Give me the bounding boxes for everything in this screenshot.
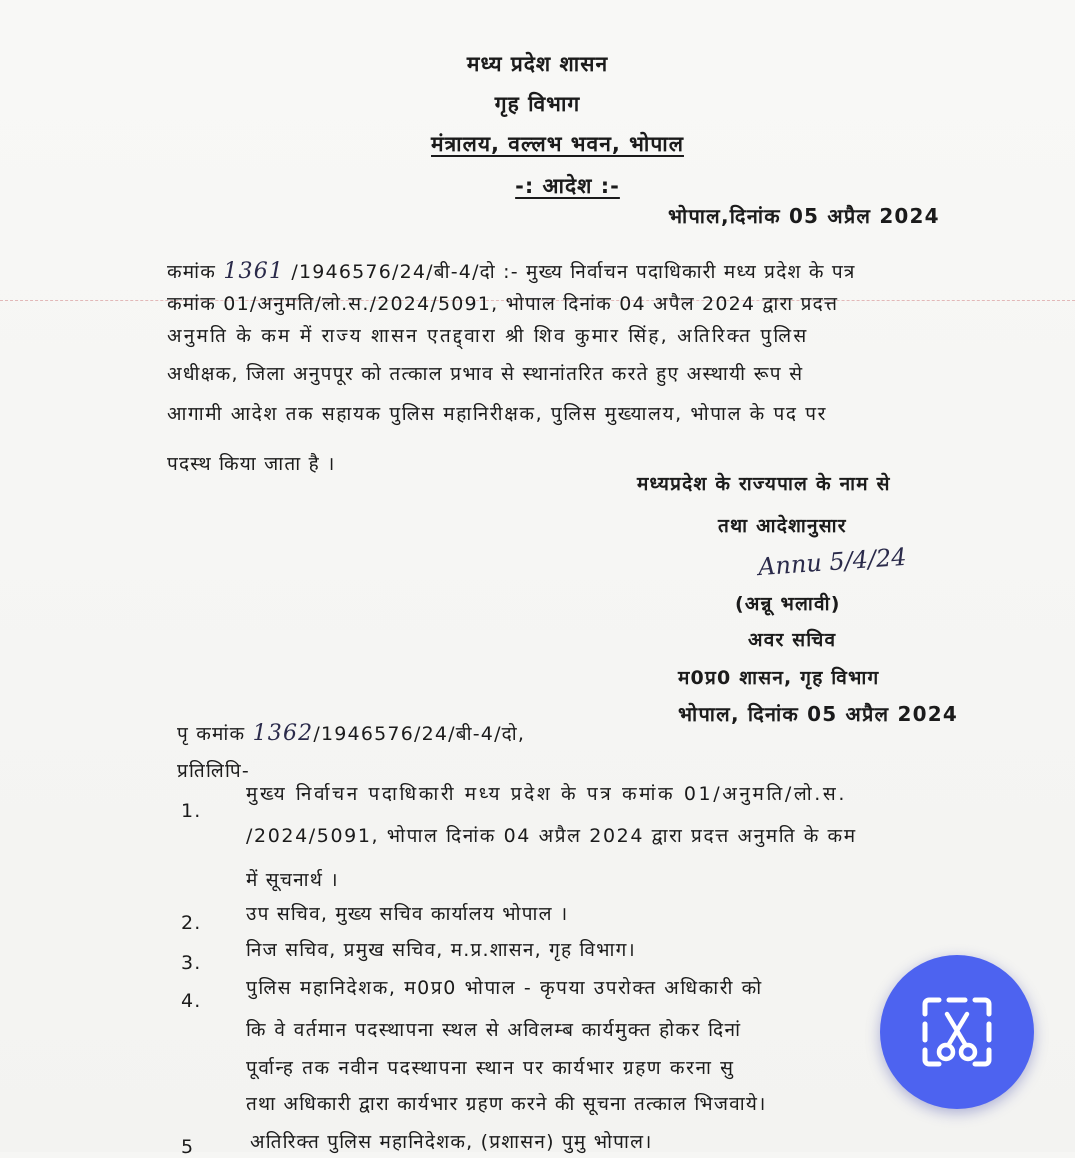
- copy-reference: पृ कमांक 1362/1946576/24/बी-4/दो,: [177, 721, 526, 746]
- copy-item-3-line-1: निज सचिव, प्रमुख सचिव, म.प्र.शासन, गृह विभाग।: [246, 939, 636, 961]
- copy-item-1-number: 1.: [181, 800, 202, 822]
- signatory-department: म0प्र0 शासन, गृह विभाग: [678, 667, 880, 689]
- order-line-3: अनुमति के कम में राज्य शासन एतद्द्वारा श्री शिव कुमार सिंह, अतिरिक्त पुलिस: [167, 325, 809, 347]
- handwritten-copy-number: 1362: [252, 721, 314, 746]
- handwritten-order-number: 1361: [223, 259, 285, 284]
- copy-item-5-line-1: अतिरिक्त पुलिस महानिदेशक, (प्रशासन) पुमु भोपाल।: [250, 1131, 653, 1153]
- copy-label: प्रतिलिपि-: [177, 760, 250, 782]
- copy-item-4-line-1: पुलिस महानिदेशक, म0प्र0 भोपाल - कृपया उपरोक्त अधिकारी को: [246, 977, 763, 999]
- copy-item-1-line-3: में सूचनार्थ ।: [246, 869, 339, 891]
- header-address: मंत्रालय, वल्लभ भवन, भोपाल: [431, 132, 684, 156]
- copy-item-5-number: 5: [181, 1136, 195, 1158]
- order-line-6: पदस्थ किया जाता है ।: [167, 453, 336, 475]
- order-date: भोपाल,दिनांक 05 अप्रैल 2024: [668, 204, 940, 228]
- copy-item-4-line-4: तथा अधिकारी द्वारा कार्यभार ग्रहण करने की सूचना तत्काल भिजवाये।: [246, 1093, 767, 1115]
- handwritten-signature: Annu 5/4/24: [757, 542, 908, 582]
- copy-item-1-line-1: मुख्य निर्वाचन पदाधिकारी मध्य प्रदेश के पत्र कमांक 01/अनुमति/लो.स.: [246, 783, 847, 805]
- signatory-name: (अन्नू भलावी): [735, 593, 841, 615]
- order-line-1: कमांक 1361 /1946576/24/बी-4/दो :- मुख्य निर्वाचन पदाधिकारी मध्य प्रदेश के पत्र: [167, 259, 856, 284]
- copy-item-4-line-3: पूर्वान्ह तक नवीन पदस्थापना स्थान पर कार्यभार ग्रहण करना सु: [246, 1057, 735, 1079]
- signature-line-2: तथा आदेशानुसार: [718, 515, 847, 537]
- copy-item-2-number: 2.: [181, 912, 202, 934]
- signature-line-1: मध्यप्रदेश के राज्यपाल के नाम से: [637, 473, 891, 495]
- screenshot-scissors-icon: [917, 992, 997, 1072]
- copy-item-2-line-1: उप सचिव, मुख्य सचिव कार्यालय भोपाल ।: [246, 903, 569, 925]
- copy-item-3-number: 3.: [181, 952, 202, 974]
- signatory-designation: अवर सचिव: [748, 629, 837, 651]
- copy-date: भोपाल, दिनांक 05 अप्रैल 2024: [678, 702, 958, 726]
- header-state-govt: मध्य प्रदेश शासन: [466, 52, 609, 76]
- copy-item-1-line-2: /2024/5091, भोपाल दिनांक 04 अप्रैल 2024 द्वारा प्रदत्त अनुमति के कम: [246, 825, 857, 847]
- order-line-4: अधीक्षक, जिला अनुपपूर को तत्काल प्रभाव से स्थानांतरित करते हुए अस्थायी रूप से: [167, 363, 804, 385]
- header-order-title: -: आदेश :-: [515, 174, 620, 198]
- order-line-5: आगामी आदेश तक सहायक पुलिस महानिरीक्षक, पुलिस मुख्यालय, भोपाल के पद पर: [167, 403, 828, 425]
- copy-item-4-number: 4.: [181, 990, 202, 1012]
- copy-item-4-line-2: कि वे वर्तमान पदस्थापना स्थल से अविलम्ब कार्यमुक्त होकर दिनां: [246, 1019, 742, 1041]
- header-department: गृह विभाग: [494, 92, 581, 116]
- screenshot-fab-button[interactable]: [880, 955, 1034, 1109]
- order-line-2: कमांक 01/अनुमति/लो.स./2024/5091, भोपाल दिनांक 04 अपैल 2024 द्वारा प्रदत्त: [167, 293, 839, 315]
